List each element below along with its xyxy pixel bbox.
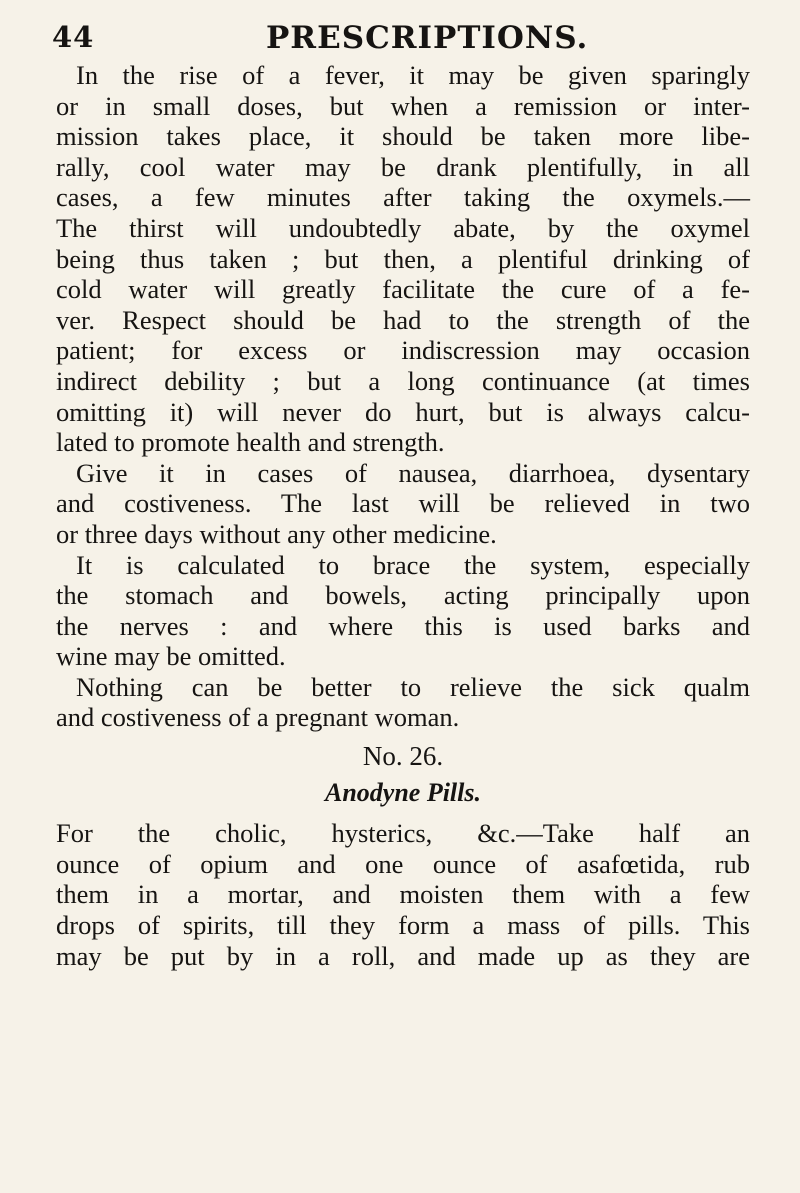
- text-line: cases, a few minutes after taking the oxymels.—: [56, 182, 750, 213]
- section-title: Anodyne Pills.: [324, 777, 481, 807]
- text-line: omitting it) will never do hurt, but is always calcu-: [56, 396, 750, 427]
- text-line: drops of spirits, till they form a mass of pills. This: [56, 910, 750, 941]
- text-line: rally, cool water may be drank plentifully, in all: [56, 151, 750, 182]
- text-line: and costiveness of a pregnant woman.: [56, 702, 460, 733]
- text-line: may be put by in a roll, and made up as they are: [56, 940, 750, 971]
- text-line: indirect debility ; but a long continuance (at times: [56, 365, 750, 396]
- page-header: [52, 20, 752, 60]
- text-line: being thus taken ; but then, a plentiful drinking of: [56, 243, 750, 274]
- text-line: mission takes place, it should be taken more libe-: [56, 121, 750, 152]
- text-line: ounce of opium and one ounce of asafœtida, rub: [56, 848, 750, 879]
- text-line: or in small doses, but when a remission or inter-: [56, 90, 750, 121]
- text-line: ver. Respect should be had to the strength of the: [56, 304, 750, 335]
- text-line: and costiveness. The last will be relieved in two: [56, 488, 750, 519]
- text-line: the nerves : and where this is used barks and: [56, 610, 750, 641]
- text-line: In the rise of a fever, it may be given sparingly: [76, 60, 750, 90]
- text-line: wine may be omitted.: [56, 641, 286, 672]
- text-line: them in a mortar, and moisten them with a few: [56, 879, 750, 910]
- page-body: [56, 60, 756, 971]
- running-head: PRESCRIPTIONS.: [266, 20, 589, 56]
- text-line: cold water will greatly facilitate the cure of a fe-: [56, 274, 750, 305]
- section-number: No. 26.: [362, 741, 444, 772]
- text-line: It is calculated to brace the system, especially: [76, 549, 750, 580]
- text-line: patient; for excess or indiscression may occasion: [56, 335, 750, 366]
- text-line: Give it in cases of nausea, diarrhoea, dysentary: [76, 457, 750, 488]
- text-line: the stomach and bowels, acting principally upon: [56, 580, 750, 611]
- text-line: The thirst will undoubtedly abate, by the oxymel: [56, 212, 750, 243]
- page-number: 44: [52, 20, 95, 54]
- text-line: or three days without any other medicine.: [56, 518, 497, 549]
- text-line: lated to promote health and strength.: [56, 427, 445, 458]
- text-line: Nothing can be better to relieve the sick qualm: [76, 671, 750, 702]
- text-line: For the cholic, hysterics, &c.—Take half an: [56, 818, 750, 849]
